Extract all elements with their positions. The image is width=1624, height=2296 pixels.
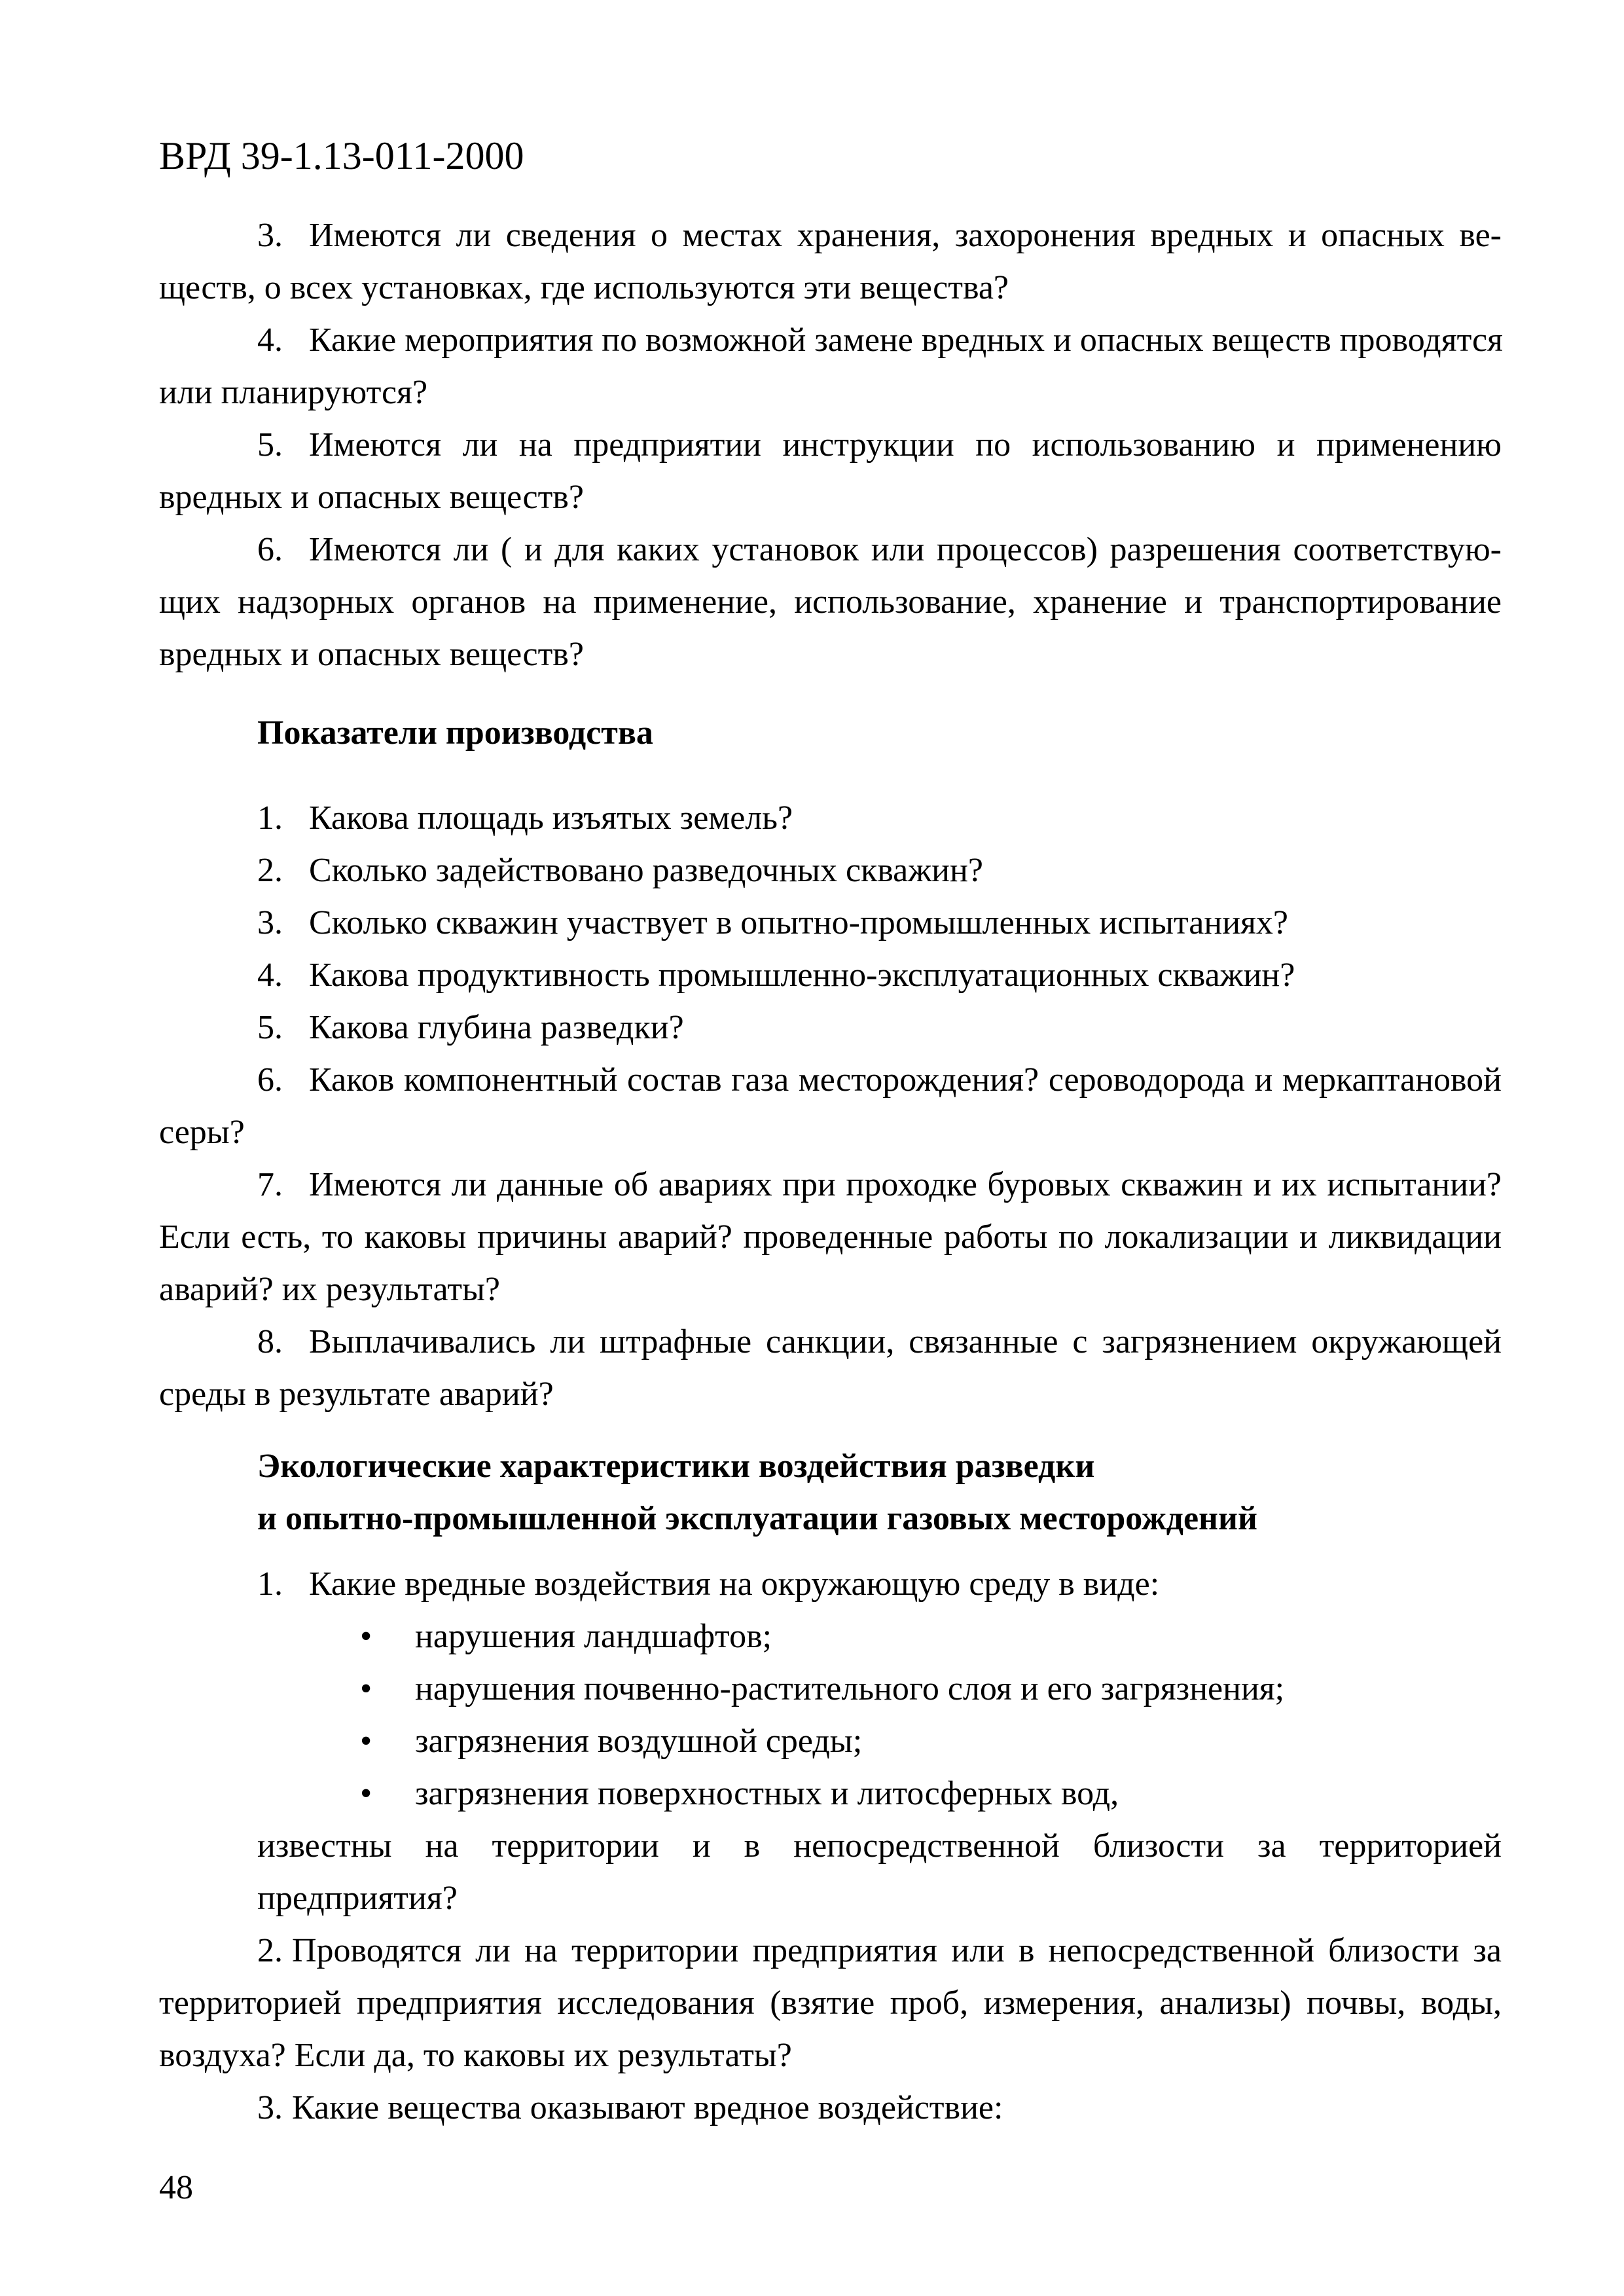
bullet-item (159, 1663, 1502, 1715)
list-item (159, 1054, 1502, 1106)
item-number: 5. (257, 426, 283, 464)
item-number: 2. (257, 1932, 283, 1969)
item-number: 4. (257, 957, 283, 994)
list-item-continuation: воздуха? Если да, то каковы их результаты? (159, 2037, 792, 2074)
paragraph-text: Какие мероприятия по возможной замене вредных и опасных веществ проводятся (309, 321, 1503, 359)
item-number: 1. (257, 1565, 283, 1603)
item-number: 2. (257, 852, 283, 889)
list-item-text: Какие вещества оказывают вредное воздействие: (292, 2089, 1003, 2126)
section-heading-ecology: Экологические характеристики воздействия разведки (257, 1448, 1095, 1485)
list-item-text: Выплачивались ли штрафные санкции, связанные с загрязнением окружающей (309, 1323, 1502, 1360)
bullet-icon: • (360, 1618, 372, 1655)
list-item-text: Каков компонентный состав газа месторождения? сероводорода и меркаптановой (309, 1061, 1502, 1099)
paragraph-line (159, 314, 1502, 367)
item-number: 4. (257, 321, 283, 359)
bullet-text: нарушения почвенно-растительного слоя и его загрязнения; (415, 1670, 1285, 1707)
list-item-text: Сколько задействовано разведочных скважин? (309, 852, 983, 889)
list-item-continuation: Если есть, то каковы причины аварий? проведенные работы по локализации и ликвидации (159, 1218, 1502, 1256)
document-code-header: ВРД 39-1.13-011-2000 (159, 134, 524, 177)
list-item (159, 2082, 1502, 2134)
section-heading-production: Показатели производства (257, 714, 653, 752)
list-item (159, 1316, 1502, 1368)
item-number: 3. (257, 2089, 283, 2126)
item-number: 3. (257, 217, 283, 254)
paragraph-line (159, 210, 1502, 262)
item-number: 3. (257, 904, 283, 941)
list-item (159, 1558, 1502, 1611)
list-item-text: Какие вредные воздействия на окружающую среду в виде: (309, 1565, 1160, 1603)
bullet-text: нарушения ландшафтов; (415, 1618, 772, 1655)
paragraph-text: Имеются ли сведения о местах хранения, захоронения вредных и опасных ве- (309, 217, 1502, 254)
paragraph-line: предприятия? (257, 1880, 458, 1917)
paragraph-line: вредных и опасных веществ? (159, 636, 584, 673)
bullet-icon: • (360, 1670, 372, 1707)
list-item (159, 1002, 1502, 1054)
item-number: 6. (257, 531, 283, 568)
bullet-item (159, 1715, 1502, 1768)
bullet-item (159, 1768, 1502, 1820)
bullet-text: загрязнения поверхностных и литосферных вод, (415, 1775, 1119, 1812)
bullet-icon: • (360, 1775, 372, 1812)
bullet-icon: • (360, 1722, 372, 1760)
list-item-continuation: территорией предприятия исследования (взятие проб, измерения, анализы) почвы, воды, (159, 1984, 1502, 2022)
paragraph-line: вредных и опасных веществ? (159, 479, 584, 516)
list-item (159, 949, 1502, 1002)
paragraph-text: Имеются ли ( и для каких установок или процессов) разрешения соответствую- (309, 531, 1502, 568)
list-item (159, 897, 1502, 949)
bullet-item (159, 1611, 1502, 1663)
list-item-text: Какова продуктивность промышленно-эксплуатационных скважин? (309, 957, 1295, 994)
item-number: 6. (257, 1061, 283, 1099)
paragraph-line: щих надзорных органов на применение, использование, хранение и транспортирование (159, 583, 1502, 621)
list-item-text: Какова площадь изъятых земель? (309, 799, 793, 837)
list-item-continuation: аварий? их результаты? (159, 1271, 500, 1308)
list-item (159, 1925, 1502, 1977)
paragraph-line: или планируются? (159, 374, 428, 411)
item-number: 1. (257, 799, 283, 837)
list-item (159, 845, 1502, 897)
list-item (159, 1159, 1502, 1211)
list-item (159, 792, 1502, 845)
item-number: 8. (257, 1323, 283, 1360)
paragraph-line: известны на территории и в непосредственной близости за территорией (257, 1827, 1502, 1865)
list-item-text: Имеются ли данные об авариях при проходке буровых скважин и их испытании? (309, 1166, 1502, 1203)
paragraph-text: Имеются ли на предприятии инструкции по использованию и применению (309, 426, 1502, 464)
paragraph-line (159, 524, 1502, 576)
item-number: 7. (257, 1166, 283, 1203)
list-item-text: Проводятся ли на территории предприятия или в непосредственной близости за (292, 1932, 1502, 1969)
bullet-text: загрязнения воздушной среды; (415, 1722, 863, 1760)
paragraph-line: ществ, о всех установках, где используются эти вещества? (159, 269, 1009, 306)
paragraph-line (159, 419, 1502, 471)
page-number: 48 (159, 2169, 193, 2206)
list-item-text: Какова глубина разведки? (309, 1009, 684, 1046)
list-item-continuation: серы? (159, 1114, 245, 1151)
list-item-continuation: среды в результате аварий? (159, 1376, 554, 1413)
item-number: 5. (257, 1009, 283, 1046)
section-heading-ecology: и опытно-промышленной эксплуатации газовых месторождений (257, 1500, 1257, 1537)
list-item-text: Сколько скважин участвует в опытно-промышленных испытаниях? (309, 904, 1289, 941)
